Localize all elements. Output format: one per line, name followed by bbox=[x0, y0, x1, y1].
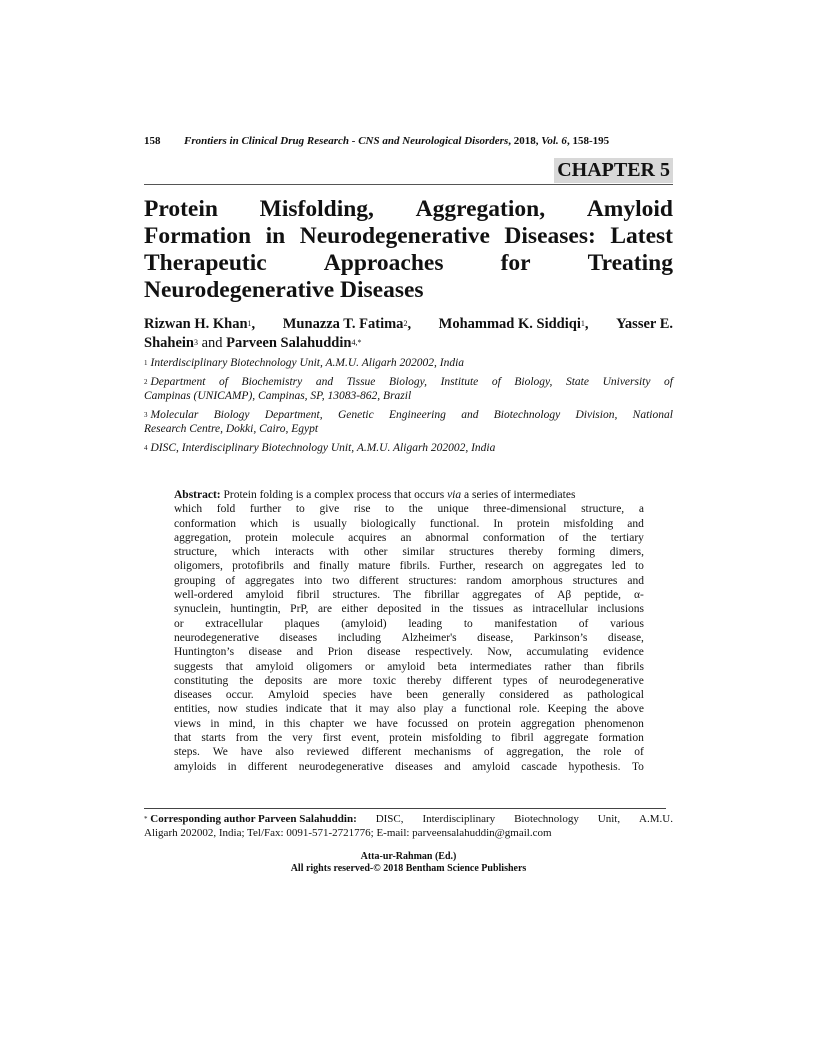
title-word: Amyloid bbox=[586, 196, 673, 222]
title-word: Approaches bbox=[323, 250, 444, 276]
author: Munazza T. Fatima$^2$, bbox=[282, 316, 412, 332]
chapter-title bbox=[144, 196, 673, 304]
abstract-line: steps. We have also reviewed different mechanisms of aggregation, the role of bbox=[174, 746, 644, 759]
abstract-line: synuclein, huntingtin, PrP, are either deposited in the tissues as intracellular inclusions bbox=[174, 603, 644, 616]
author: Shahein$^3$ bbox=[144, 335, 198, 351]
abstract-line: entities, now studies indicate that it may also play a functional role. Keeping the above bbox=[174, 703, 644, 716]
abstract-line: conformation which is usually biologically functional. In protein misfolding and bbox=[174, 517, 644, 530]
footnote-rule bbox=[144, 808, 666, 809]
affiliation-list bbox=[144, 356, 673, 459]
title-word: for bbox=[500, 250, 531, 276]
journal-pages: , 158-195 bbox=[566, 135, 610, 147]
abstract-label: Abstract: bbox=[174, 489, 221, 501]
title-word: in bbox=[265, 223, 286, 249]
author-line bbox=[144, 334, 673, 353]
title-word: Neurodegenerative bbox=[144, 277, 335, 303]
title-word: Misfolding, bbox=[259, 196, 374, 222]
affiliation: $^4$ DISC, Interdisciplinary Biotechnology Unit, A.M.U. Aligarh 202002, India bbox=[144, 441, 496, 454]
abstract bbox=[174, 488, 644, 774]
abstract-line: constituting the deposits are more toxic thereby different types of neurodegenerative bbox=[174, 674, 644, 687]
abstract-line: diseases occur. Amyloid species have been generally considered as pathological bbox=[174, 689, 644, 702]
chapter-label: CHAPTER 5 bbox=[554, 158, 673, 183]
journal-name: Frontiers in Clinical Drug Research - CNS and Neurological Disorders bbox=[184, 135, 509, 147]
affiliation: $^2$ Department of Biochemistry and Tissue Biology, Institute of Biology, State University of Campinas (UNICAMP), Campinas, SP, 13083-862, Brazil bbox=[144, 375, 673, 402]
title-word: Diseases: bbox=[504, 223, 596, 249]
author: Parveen Salahuddin$^{4,*}$ bbox=[226, 335, 362, 351]
abstract-line: or extracellular plaques (amyloid) leading to manifestation of various bbox=[174, 617, 644, 630]
title-word: Therapeutic bbox=[144, 250, 267, 276]
abstract-line: amyloids in different neurodegenerative diseases and amyloid cascade hypothesis. To bbox=[174, 760, 644, 773]
abstract-line: Abstract: Protein folding is a complex process that occurs via a series of intermediates bbox=[174, 489, 576, 501]
copyright-notice: All rights reserved-© 2018 Bentham Science Publishers bbox=[290, 863, 527, 874]
abstract-line: that starts from the very first event, protein misfolding to fibril aggregate formation bbox=[174, 732, 644, 745]
abstract-line: Huntington’s disease and Prion disease respectively. Now, accumulating evidence bbox=[174, 646, 644, 659]
corresponding-author-footnote: * Corresponding author Parveen Salahuddin: DISC, Interdisciplinary Biotechnology Unit, A.M.U. Aligarh 202002, India; Tel/Fax: 0091-571-2721776; E-mail: parveensalahuddin@gmail.com bbox=[144, 813, 673, 839]
title-word: Aggregation, bbox=[415, 196, 546, 222]
title-line bbox=[144, 277, 673, 304]
author-line bbox=[144, 315, 673, 334]
running-header bbox=[144, 135, 673, 147]
title-word: Protein bbox=[144, 196, 218, 222]
abstract-line: aggregation, protein molecule acquires an abnormal conformation of the tertiary bbox=[174, 531, 644, 544]
author: Rizwan H. Khan$^1$, bbox=[144, 316, 256, 332]
abstract-line: which fold further to give rise to the unique three-dimensional structure, a bbox=[174, 503, 644, 516]
chapter-rule bbox=[144, 158, 673, 185]
editor-name: Atta-ur-Rahman (Ed.) bbox=[360, 851, 457, 862]
abstract-line: grouping of aggregates into two different structures: random amorphous structures and bbox=[174, 574, 644, 587]
title-line bbox=[144, 250, 673, 277]
abstract-line: structure, which interacts with other similar structures thereby forming dimers, bbox=[174, 546, 644, 559]
title-word: Treating bbox=[587, 250, 673, 276]
author-conjunction: and bbox=[201, 335, 223, 351]
author: Yasser E. bbox=[616, 316, 673, 332]
author-list bbox=[144, 315, 673, 353]
abstract-line: oligomers, protofibrils and finally mature fibrils. Further, research on aggregates led to bbox=[174, 560, 644, 573]
title-word: Neurodegenerative bbox=[299, 223, 490, 249]
affiliation: $^3$ Molecular Biology Department, Genetic Engineering and Biotechnology Division, National Research Centre, Dokki, Cairo, Egypt bbox=[144, 408, 673, 435]
journal-volume: Vol. 6 bbox=[541, 135, 567, 147]
title-line bbox=[144, 196, 673, 223]
affiliation: $^1$ Interdisciplinary Biotechnology Unit, A.M.U. Aligarh 202002, India bbox=[144, 357, 465, 369]
publisher-info bbox=[144, 851, 673, 875]
journal-year: , 2018, bbox=[508, 135, 542, 147]
title-word: Formation bbox=[144, 223, 252, 249]
title-word: Latest bbox=[610, 223, 673, 249]
title-line bbox=[144, 223, 673, 250]
title-word: Diseases bbox=[340, 277, 424, 303]
author: Mohammad K. Siddiqi$^1$, bbox=[438, 316, 589, 332]
abstract-line: suggests that amyloid oligomers or amyloid beta intermediates rather than fibrils bbox=[174, 660, 644, 673]
page-number: 158 bbox=[144, 135, 161, 147]
abstract-line: views in mind, in this chapter we have focussed on protein aggregation phenomenon bbox=[174, 717, 644, 730]
abstract-line: well-ordered amyloid fibril structures. The fibrillar aggregates of Aβ peptide, α- bbox=[174, 589, 644, 602]
abstract-line: neurodegenerative diseases including Alzheimer's disease, Parkinson’s disease, bbox=[174, 631, 644, 644]
